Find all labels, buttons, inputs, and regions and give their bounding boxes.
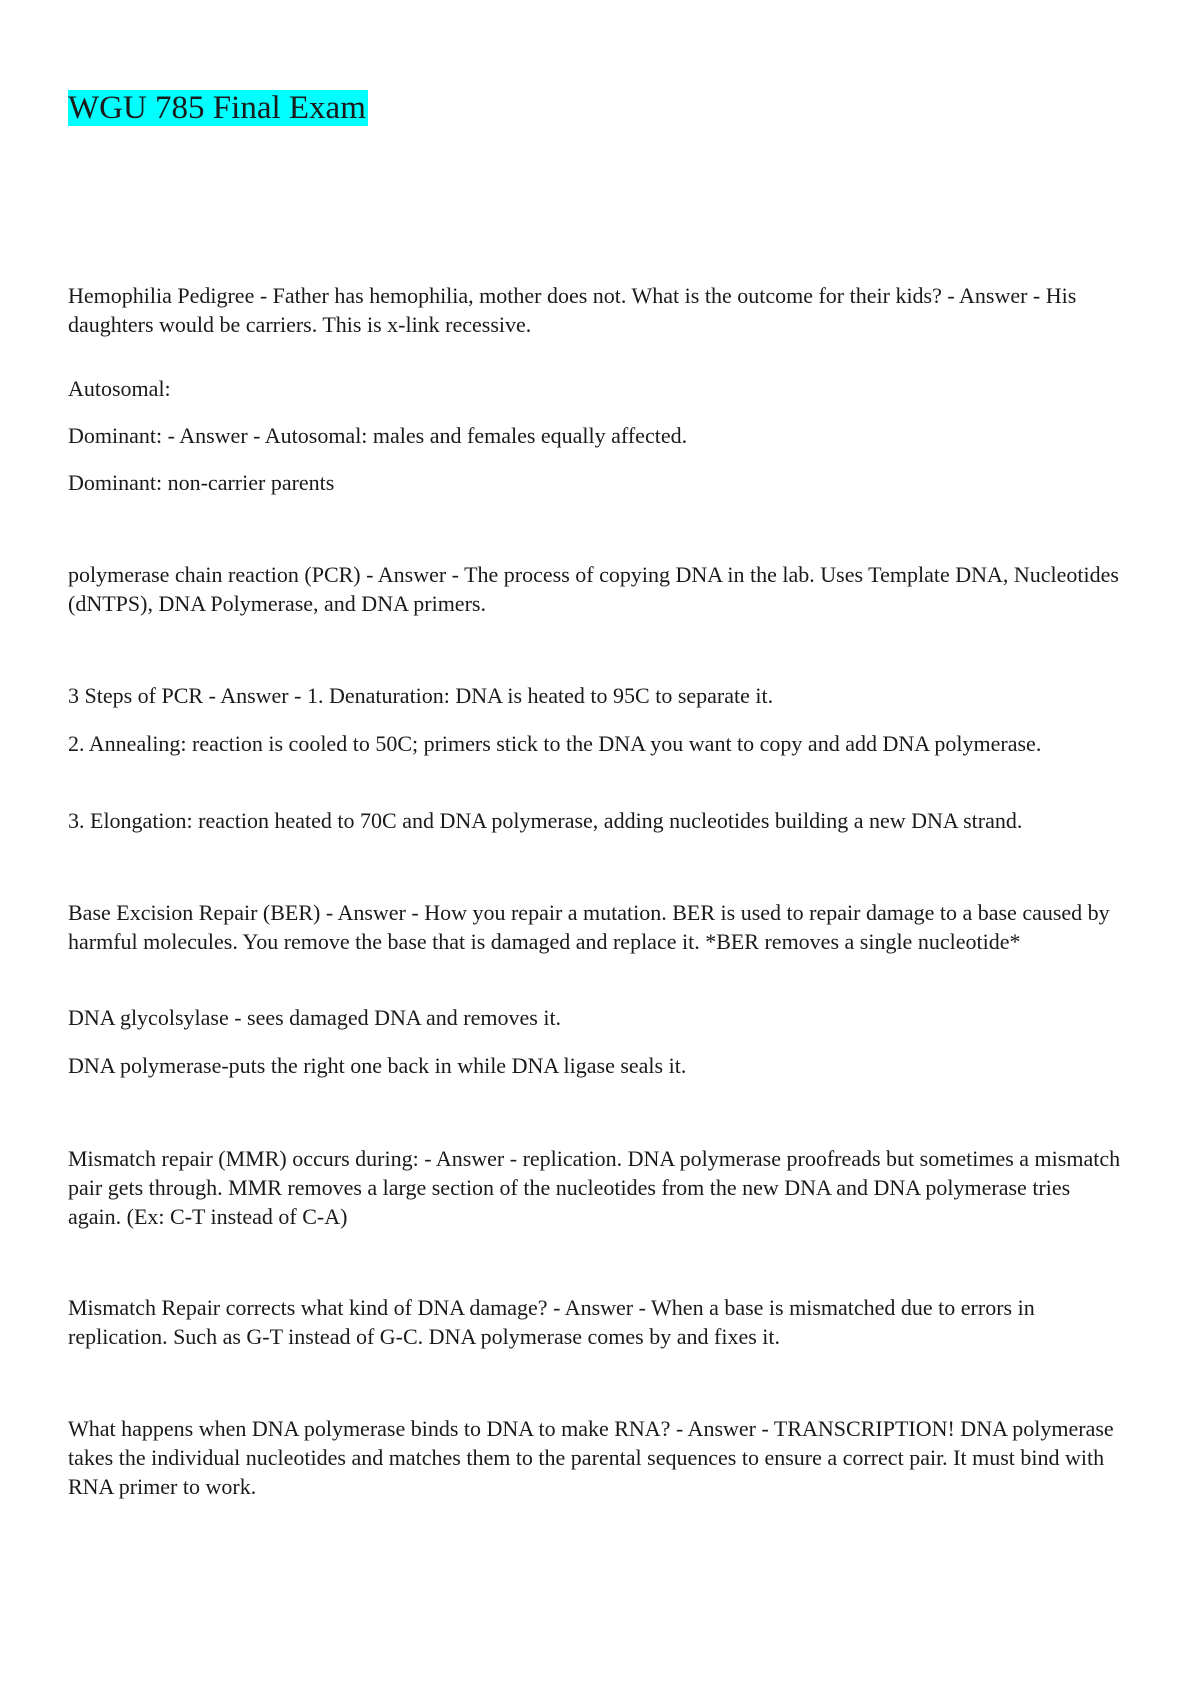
paragraph-hemophilia: Hemophilia Pedigree - Father has hemophilia, mother does not. What is the outcome for their kids? - Answer - His daughters would be carriers. This is x-link recessive. bbox=[68, 283, 1077, 337]
paragraph-pcr-step-2: 2. Annealing: reaction is cooled to 50C; primers stick to the DNA you want to copy and add DNA polymerase. bbox=[68, 731, 1042, 756]
paragraph-dominant-parents: Dominant: non-carrier parents bbox=[68, 470, 335, 495]
paragraph-glycosylase: DNA glycolsylase - sees damaged DNA and removes it. bbox=[68, 1005, 562, 1030]
paragraph-pcr-step-1: 3 Steps of PCR - Answer - 1. Denaturation: DNA is heated to 95C to separate it. bbox=[68, 683, 774, 708]
title-highlight: WGU 785 Final Exam bbox=[68, 90, 366, 126]
paragraph-mmr-damage: Mismatch Repair corrects what kind of DNA damage? - Answer - When a base is mismatched due to errors in replication. Such as G-T instead of G-C. DNA polymerase comes by and fixes it. bbox=[68, 1295, 1035, 1349]
paragraph-polymerase-ligase: DNA polymerase-puts the right one back in while DNA ligase seals it. bbox=[68, 1053, 687, 1078]
page-title bbox=[68, 88, 368, 128]
paragraph-pcr-step-3: 3. Elongation: reaction heated to 70C and DNA polymerase, adding nucleotides building a new DNA strand. bbox=[68, 808, 1023, 833]
paragraph-ber: Base Excision Repair (BER) - Answer - How you repair a mutation. BER is used to repair damage to a base caused by harmful molecules. You remove the base that is damaged and replace it. *BER removes a single nucleotide* bbox=[68, 900, 1110, 954]
paragraph-autosomal: Autosomal: bbox=[68, 376, 171, 401]
paragraph-mmr: Mismatch repair (MMR) occurs during: - Answer - replication. DNA polymerase proofreads but sometimes a mismatch pair gets through. MMR removes a large section of the nucleotides from the new DNA and DNA polymerase tries again. (Ex: C-T instead of C-A) bbox=[68, 1146, 1121, 1229]
paragraph-dominant-answer: Dominant: - Answer - Autosomal: males and females equally affected. bbox=[68, 423, 688, 448]
paragraph-pcr: polymerase chain reaction (PCR) - Answer - The process of copying DNA in the lab. Uses Template DNA, Nucleotides (dNTPS), DNA Polymerase, and DNA primers. bbox=[68, 562, 1119, 616]
paragraph-transcription: What happens when DNA polymerase binds to DNA to make RNA? - Answer - TRANSCRIPTION! DNA polymerase takes the individual nucleotides and matches them to the parental sequences to ensure a correct pair. It must bind with RNA primer to work. bbox=[68, 1416, 1114, 1499]
